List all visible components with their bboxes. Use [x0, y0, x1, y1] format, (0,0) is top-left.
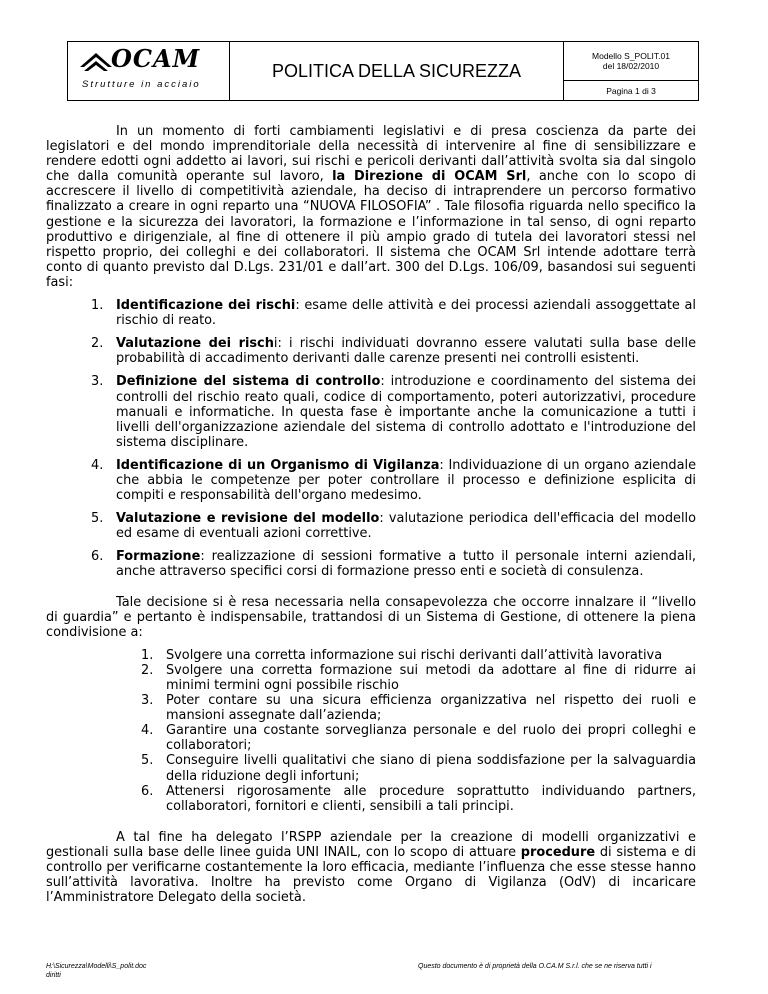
item-number: 5. [91, 511, 104, 527]
item-number: 2. [141, 662, 154, 678]
list-item [91, 549, 696, 579]
item-text: Poter contare su una sicura efficienza organizzativa nel rispetto dei ruoli e mansioni assegnate dall’azienda; [166, 693, 696, 724]
item-number: 1. [91, 298, 104, 314]
document-meta [564, 42, 698, 100]
list-item [91, 336, 696, 366]
item-number: 4. [141, 723, 154, 739]
file-path: H:\Sicurezza\Modelli\S_polit.doc [46, 963, 147, 970]
footer-left [46, 962, 146, 980]
item-title: Valutazione dei risch [116, 336, 274, 352]
list-item [141, 723, 696, 753]
intro-paragraph [46, 124, 696, 290]
list-item [91, 458, 696, 503]
item-text: : introduzione e coordinamento del sistema dei controlli del rischio reato quali, codice di comportamento, poteri autorizzativi, procedure manuali e informatiche. In questa fase è importante anche la comunicazione a tutti i livelli dell'organizzazione aziendale del sistema di controllo adottato e l'introduzione del sistema disciplinare. [116, 374, 696, 450]
item-number: 3. [141, 693, 154, 709]
item-text: : Individuazione di un organo aziendale che abbia le competenze per poter controllare il processo e definizione esplicita di compiti e responsabilità dell'organo medesimo. [116, 457, 696, 504]
list-item [91, 511, 696, 541]
footer-notice: Questo documento è di proprietà della O.CA.M S.r.l. che se ne riserva tutti i [418, 963, 652, 970]
objectives-list [46, 648, 696, 814]
item-number: 2. [91, 336, 104, 352]
closing-text-2: di sistema e di controllo per verificarne costantemente la loro efficacia, mediante l’influenza che esse stesse hanno sull’attività lavorativa. Inoltre ha previsto come Organo di Vigilanza (OdV) di incaricare l’Amministratore Delegato della società. [46, 844, 696, 906]
logo-tagline: Strutture in acciaio [82, 79, 201, 90]
company-logo [68, 42, 230, 100]
item-number: 6. [141, 783, 154, 799]
item-number: 5. [141, 753, 154, 769]
item-title: Definizione del sistema di controllo [116, 374, 381, 390]
list-item [141, 648, 696, 663]
list-item [141, 784, 696, 814]
item-title-tail: i [273, 336, 278, 352]
document-title: POLITICA DELLA SICUREZZA [230, 42, 564, 100]
item-text: Conseguire livelli qualitativi che siano di piena soddisfazione per la salvaguardia della riduzione degli infortuni; [166, 753, 696, 784]
item-number: 6. [91, 549, 104, 565]
model-date: del 18/02/2010 [602, 61, 660, 71]
item-title: Formazione [116, 549, 201, 565]
item-text: : esame delle attività e dei processi aziendali assoggettate al rischio di reato. [116, 298, 696, 329]
item-number: 4. [91, 457, 104, 473]
intro-text-2: , anche con lo scopo di accrescere il livello di competitività aziendale, ha deciso di intraprendere un percorso formativo finalizzato a creare in ogni reparto una “NUOVA FILOSOFIA” . Tale filosofia riguarda nello specifico la gestione e la sicurezza dei lavoratori, la formazione e l’informazione in tal senso, di ogni reparto produttivo e dirigenziale, al fine di ottenere il più ampio grado di tutela dei lavoratori stessi nel rispetto proprio, dei colleghi e dei collaboratori. Il sistema che OCAM Srl intende adottare terrà conto di quanto previsto dal D.Lgs. 231/01 e dall’art. 300 del D.Lgs. 106/09, basandosi sui seguenti fasi: [46, 169, 696, 290]
intro-text-1: In un momento di forti cambiamenti legislativi e di presa coscienza da parte dei legislatori e del mondo imprenditoriale della necessità di intervenire al fine di sensibilizzare e rendere edotti ogni addetto ai lavori, sui rischi e pericoli derivanti dall’attività svolta sia dal singolo che dalla comunità operante sul lavoro, [46, 124, 696, 185]
item-text: Attenersi rigorosamente alle procedure soprattutto individuando partners, collaboratori, fornitori e clienti, sensibili a tali principi. [166, 783, 696, 814]
footer-rights: diritti [46, 972, 61, 979]
item-number: 1. [141, 647, 154, 663]
list-item [91, 298, 696, 328]
list-item [141, 663, 696, 693]
list-item [91, 374, 696, 449]
logo-text: OCAM [111, 44, 201, 73]
list-item [141, 693, 696, 723]
item-number: 3. [91, 374, 104, 390]
list-item [141, 753, 696, 783]
closing-bold: procedure [520, 844, 596, 860]
decision-paragraph: Tale decisione si è resa necessaria nella consapevolezza che occorre innalzare il “livello di guardia” e pertanto è indispensabile, trattandosi di un Sistema di Gestione, di ottenere la piena condivisione a: [46, 594, 696, 640]
model-box [564, 42, 698, 81]
model-code: Modello S_POLIT.01 [592, 51, 670, 61]
item-text: Svolgere una corretta informazione sui rischi derivanti dall’attività lavorativa [166, 647, 663, 663]
closing-text-1: A tal fine ha delegato l’RSPP aziendale per la creazione di modelli organizzativi e gestionali sulla base delle linee guida UNI INAIL, con lo scopo di attuare [46, 829, 696, 860]
intro-bold: la Direzione di OCAM Srl [332, 169, 527, 185]
phases-list [46, 298, 696, 580]
logo-roof-icon [78, 47, 114, 77]
closing-paragraph [46, 830, 696, 905]
item-title: Identificazione dei rischi [116, 298, 296, 314]
item-title: Valutazione e revisione del modello [116, 511, 380, 527]
item-text: Svolgere una corretta formazione sui metodi da adottare al fine di ridurre ai minimi termini ogni possibile rischio [166, 662, 696, 693]
item-text: : valutazione periodica dell'efficacia del modello ed esame di eventuali azioni correttive. [116, 511, 696, 542]
document-body [46, 124, 696, 905]
item-text: : realizzazione di sessioni formative a tutto il personale interni aziendali, anche attraverso specifici corsi di formazione presso enti e società di consulenza. [116, 549, 696, 580]
document-header [67, 41, 699, 101]
item-text: Garantire una costante sorveglianza personale e del ruolo dei propri colleghi e collaboratori; [166, 723, 696, 754]
page-number: Pagina 1 di 3 [606, 85, 656, 96]
item-text: : i rischi individuati dovranno essere valutati sulla base delle probabilità di accadimento derivanti dalle carenze presenti nei controlli esistenti. [116, 336, 697, 367]
item-title: Identificazione di un Organismo di Vigilanza [116, 457, 440, 473]
